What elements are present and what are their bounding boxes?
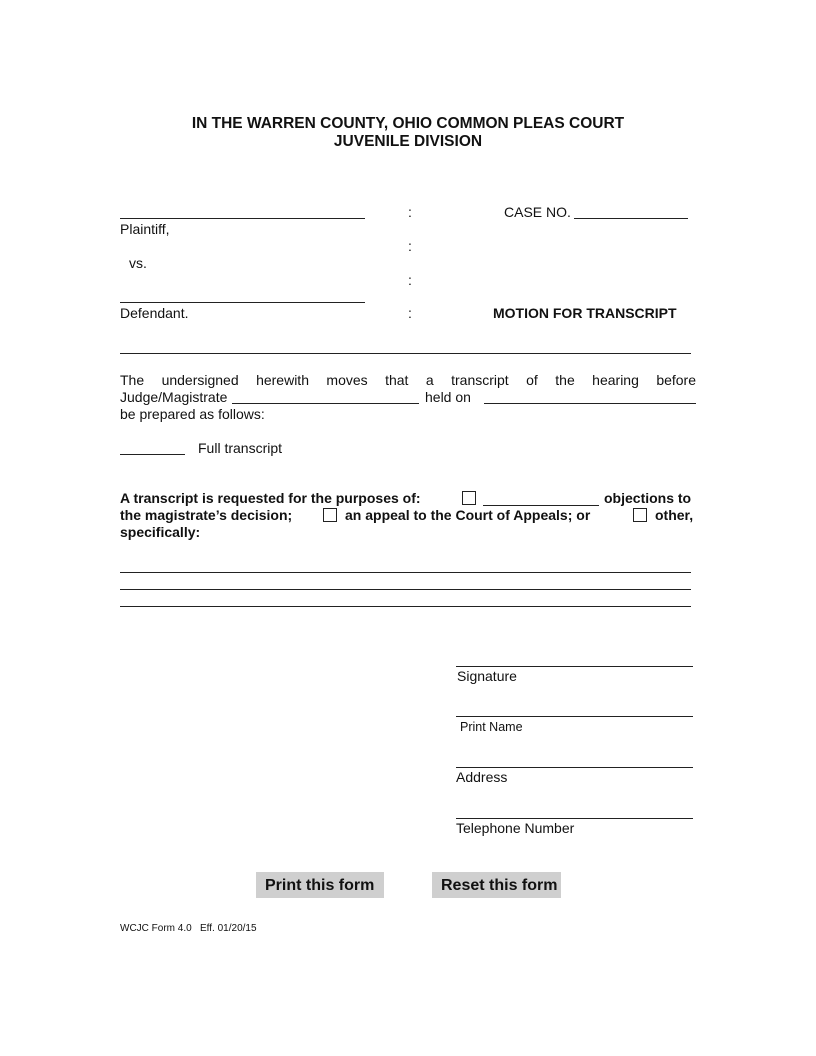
telephone-field[interactable] xyxy=(456,818,693,819)
plaintiff-name-line[interactable] xyxy=(120,218,365,219)
judge-name-field[interactable] xyxy=(232,403,419,404)
print-name-label: Print Name xyxy=(460,720,523,734)
other-text: other, xyxy=(655,507,694,523)
decision-text: the magistrate’s decision; xyxy=(120,507,293,523)
motion-paragraph-line1: The undersigned herewith moves that a transcript of the hearing before xyxy=(120,372,697,388)
case-no-label: CASE NO. xyxy=(504,204,571,220)
reset-form-button[interactable]: Reset this form xyxy=(432,872,561,898)
appeal-text: an appeal to the Court of Appeals; or xyxy=(345,507,591,523)
specify-line-3[interactable] xyxy=(120,606,691,607)
division-title: JUVENILE DIVISION xyxy=(333,133,483,150)
specify-line-2[interactable] xyxy=(120,589,691,590)
print-name-field[interactable] xyxy=(456,716,693,717)
specify-line-1[interactable] xyxy=(120,572,691,573)
objections-checkbox[interactable] xyxy=(462,491,476,505)
form-id: WCJC Form 4.0 xyxy=(120,923,192,934)
purposes-text: A transcript is requested for the purposes of: xyxy=(120,490,421,506)
caption-separator xyxy=(120,353,691,354)
effective-date: Eff. 01/20/15 xyxy=(200,923,257,934)
defendant-label: Defendant. xyxy=(120,305,189,321)
objections-blank[interactable] xyxy=(483,505,599,506)
address-field[interactable] xyxy=(456,767,693,768)
motion-title: MOTION FOR TRANSCRIPT xyxy=(493,305,677,321)
form-footer xyxy=(120,920,257,937)
appeal-checkbox[interactable] xyxy=(323,508,337,522)
caption-colon: : xyxy=(408,204,412,220)
full-transcript-field[interactable] xyxy=(120,454,185,455)
specifically-text: specifically: xyxy=(120,524,201,540)
address-label: Address xyxy=(456,769,508,785)
caption-colon: : xyxy=(408,272,412,288)
signature-label: Signature xyxy=(457,668,517,684)
caption-colon: : xyxy=(408,238,412,254)
judge-label: Judge/Magistrate xyxy=(120,389,228,405)
prepared-label: be prepared as follows: xyxy=(120,406,265,422)
court-title: IN THE WARREN COUNTY, OHIO COMMON PLEAS COURT xyxy=(191,115,625,132)
signature-field[interactable] xyxy=(456,666,693,667)
other-checkbox[interactable] xyxy=(633,508,647,522)
hearing-date-field[interactable] xyxy=(484,403,696,404)
caption-colon: : xyxy=(408,305,412,321)
full-transcript-label: Full transcript xyxy=(198,440,283,456)
defendant-name-line[interactable] xyxy=(120,302,365,303)
plaintiff-label: Plaintiff, xyxy=(120,221,170,237)
print-form-button[interactable]: Print this form xyxy=(256,872,384,898)
case-no-field[interactable] xyxy=(574,218,688,219)
vs-label: vs. xyxy=(129,255,147,271)
telephone-label: Telephone Number xyxy=(456,820,575,836)
held-on-label: held on xyxy=(425,389,471,405)
objections-text: objections to xyxy=(604,490,692,506)
